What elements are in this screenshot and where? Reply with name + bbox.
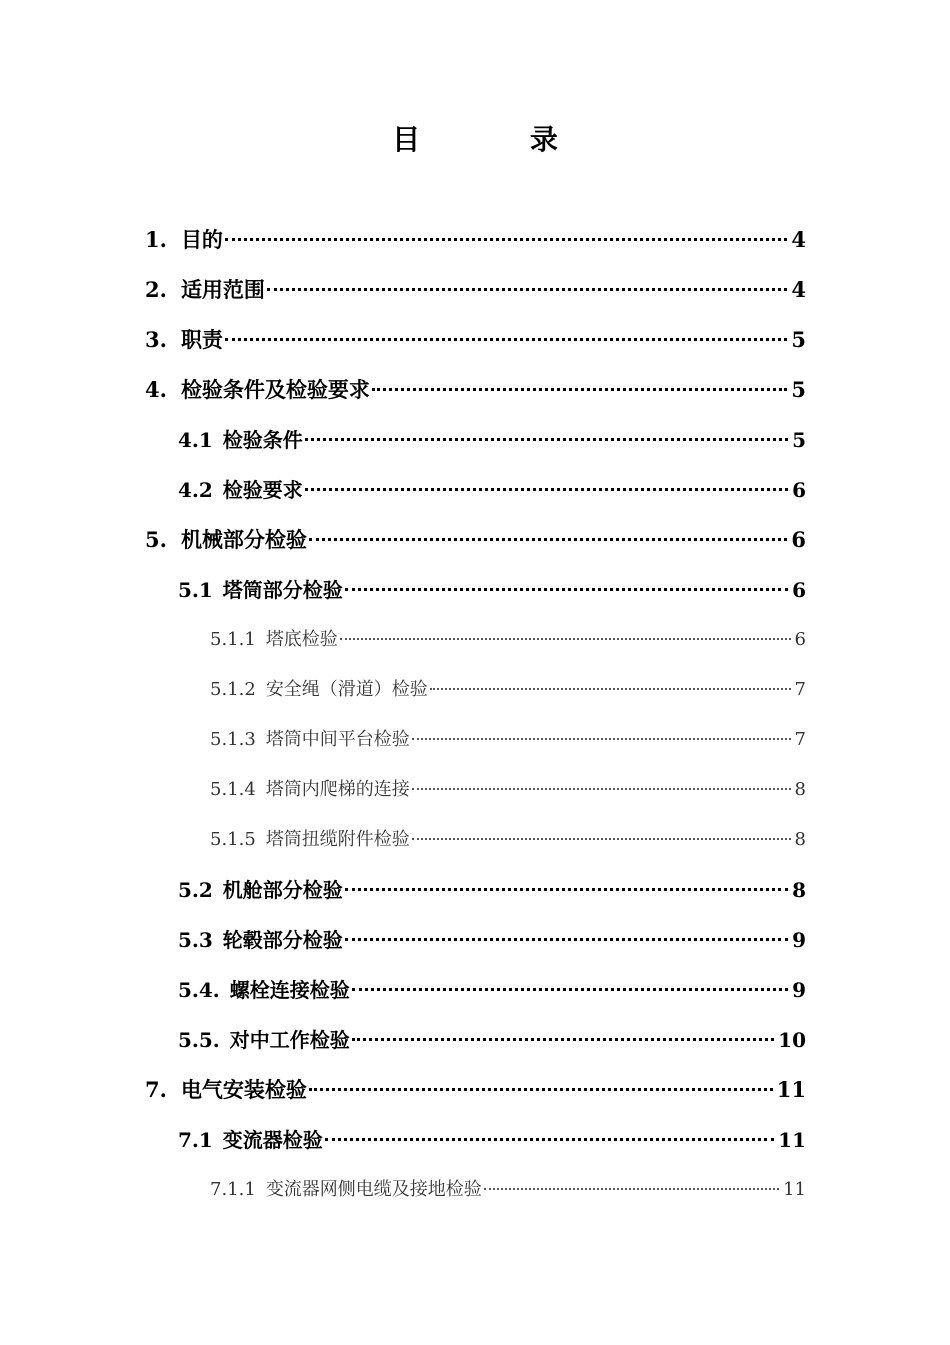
toc-text: 适用范围 bbox=[180, 277, 265, 302]
toc-number: 5.1.5 bbox=[210, 829, 256, 850]
toc-text: 电气安装检验 bbox=[180, 1077, 307, 1102]
toc-entry-7[interactable] bbox=[145, 1072, 806, 1108]
toc-entry-3[interactable] bbox=[145, 322, 806, 358]
toc-text: 塔筒内爬梯的连接 bbox=[265, 779, 410, 800]
toc-page-number: 5 bbox=[791, 327, 806, 352]
toc-number: 3. bbox=[145, 327, 167, 352]
toc-page-number: 8 bbox=[794, 829, 806, 850]
toc-page-number: 6 bbox=[794, 629, 806, 650]
toc-number: 5.2 bbox=[178, 878, 213, 902]
dot-leader bbox=[345, 588, 788, 591]
toc-page-number: 10 bbox=[778, 1028, 806, 1052]
dot-leader bbox=[372, 388, 787, 391]
toc-number: 5.3 bbox=[178, 928, 213, 952]
dot-leader bbox=[325, 1138, 774, 1141]
dot-leader bbox=[225, 238, 787, 241]
toc-entry-4-2[interactable] bbox=[178, 472, 806, 508]
toc-page-number: 4 bbox=[791, 227, 806, 252]
toc-text: 机械部分检验 bbox=[180, 527, 307, 552]
toc-entry-5-1-4[interactable] bbox=[210, 772, 806, 808]
toc-text: 目的 bbox=[180, 227, 223, 252]
toc-text: 塔底检验 bbox=[265, 629, 338, 650]
toc-number: 5.1.1 bbox=[210, 629, 256, 650]
toc-entry-5-2[interactable] bbox=[178, 872, 806, 908]
toc-entry-4-1[interactable] bbox=[178, 422, 806, 458]
toc-page-number: 11 bbox=[778, 1128, 806, 1152]
toc-number: 7. bbox=[145, 1077, 167, 1102]
toc-number: 2. bbox=[145, 277, 167, 302]
dot-leader bbox=[267, 288, 787, 291]
toc-entry-5-1-2[interactable] bbox=[210, 672, 806, 708]
toc-page-number: 5 bbox=[791, 377, 806, 402]
toc-entry-5-1[interactable] bbox=[178, 572, 806, 608]
toc-number: 5.4. bbox=[178, 978, 220, 1002]
toc-text: 塔筒扭缆附件检验 bbox=[265, 829, 410, 850]
dot-leader bbox=[352, 1038, 774, 1041]
toc-number: 5.1.3 bbox=[210, 729, 256, 750]
toc-entry-1[interactable] bbox=[145, 222, 806, 258]
toc-number: 7.1.1 bbox=[210, 1179, 256, 1200]
toc-entry-5-4[interactable] bbox=[178, 972, 806, 1008]
toc-number: 4.1 bbox=[178, 428, 213, 452]
toc-text: 变流器网侧电缆及接地检验 bbox=[265, 1179, 482, 1200]
toc-page-number: 9 bbox=[792, 978, 806, 1002]
dot-leader bbox=[412, 788, 791, 790]
toc-number: 7.1 bbox=[178, 1128, 213, 1152]
dot-leader bbox=[484, 1188, 779, 1190]
toc-number: 5.1.2 bbox=[210, 679, 256, 700]
dot-leader bbox=[412, 738, 791, 740]
toc-text: 塔筒部分检验 bbox=[222, 578, 343, 602]
toc-page-number: 7 bbox=[794, 729, 806, 750]
dot-leader bbox=[305, 488, 788, 491]
toc-entry-5[interactable] bbox=[145, 522, 806, 558]
dot-leader bbox=[309, 538, 787, 541]
page-title: 目 录 bbox=[392, 123, 608, 156]
toc-number: 4.2 bbox=[178, 478, 213, 502]
toc-entry-7-1[interactable] bbox=[178, 1122, 806, 1158]
dot-leader bbox=[309, 1088, 773, 1091]
toc-number: 1. bbox=[145, 227, 167, 252]
toc-page-number: 8 bbox=[792, 878, 806, 902]
toc-number: 5. bbox=[145, 527, 167, 552]
toc-entry-7-1-1[interactable] bbox=[210, 1172, 806, 1208]
dot-leader bbox=[352, 988, 788, 991]
toc-text: 检验要求 bbox=[222, 478, 303, 502]
toc-page-number: 6 bbox=[792, 478, 806, 502]
toc-page-number: 4 bbox=[791, 277, 806, 302]
toc-entry-5-1-3[interactable] bbox=[210, 722, 806, 758]
toc-text: 变流器检验 bbox=[222, 1128, 323, 1152]
dot-leader bbox=[345, 938, 788, 941]
toc-text: 机舱部分检验 bbox=[222, 878, 343, 902]
toc-entry-4[interactable] bbox=[145, 372, 806, 408]
dot-leader bbox=[430, 688, 791, 690]
toc-entry-2[interactable] bbox=[145, 272, 806, 308]
toc-entry-5-5[interactable] bbox=[178, 1022, 806, 1058]
toc-page-number: 8 bbox=[794, 779, 806, 800]
toc-page-number: 11 bbox=[776, 1077, 806, 1102]
dot-leader bbox=[305, 438, 788, 441]
toc-text: 检验条件 bbox=[222, 428, 303, 452]
toc-entry-5-1-1[interactable] bbox=[210, 622, 806, 658]
dot-leader bbox=[340, 638, 791, 640]
toc-text: 检验条件及检验要求 bbox=[180, 377, 370, 402]
toc-page-number: 7 bbox=[794, 679, 806, 700]
toc-text: 安全绳（滑道）检验 bbox=[265, 679, 428, 700]
toc-number: 4. bbox=[145, 377, 167, 402]
dot-leader bbox=[225, 338, 787, 341]
toc-number: 5.1.4 bbox=[210, 779, 256, 800]
toc-text: 对中工作检验 bbox=[229, 1028, 350, 1052]
toc-number: 5.5. bbox=[178, 1028, 220, 1052]
dot-leader bbox=[345, 888, 788, 891]
toc-number: 5.1 bbox=[178, 578, 213, 602]
toc-page-number: 6 bbox=[792, 578, 806, 602]
toc-text: 螺栓连接检验 bbox=[229, 978, 350, 1002]
toc-entry-5-1-5[interactable] bbox=[210, 822, 806, 858]
toc-page-number: 11 bbox=[783, 1179, 806, 1200]
toc-page-number: 9 bbox=[792, 928, 806, 952]
toc-page-number: 5 bbox=[792, 428, 806, 452]
toc-text: 轮毂部分检验 bbox=[222, 928, 343, 952]
toc-page-number: 6 bbox=[791, 527, 806, 552]
toc-text: 塔筒中间平台检验 bbox=[265, 729, 410, 750]
toc-text: 职责 bbox=[180, 327, 223, 352]
dot-leader bbox=[412, 838, 791, 840]
toc-entry-5-3[interactable] bbox=[178, 922, 806, 958]
